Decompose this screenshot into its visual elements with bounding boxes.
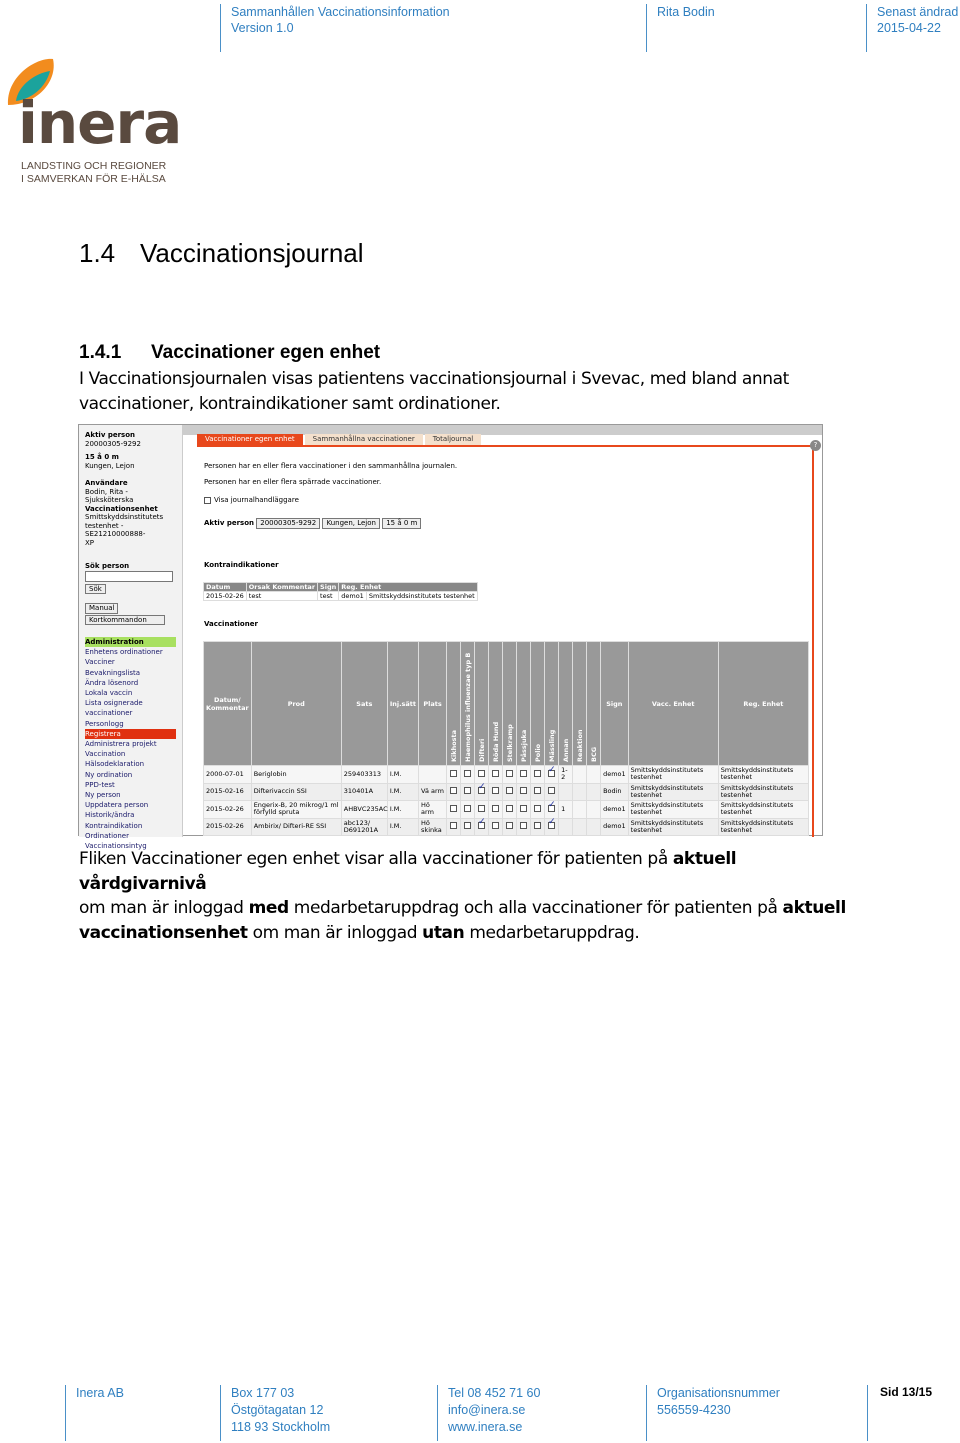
- checkbox[interactable]: [492, 787, 499, 794]
- vacc-cell-date: 2015-02-26: [204, 818, 252, 836]
- vacc-cell-extra: [559, 818, 573, 836]
- vacc-cell-extra: 1-2: [559, 766, 573, 784]
- svevac-tabs: [197, 434, 483, 445]
- sidebar-user-line: Bodin, Rita - Sjuksköterska: [85, 487, 134, 504]
- menu-item[interactable]: Vaccinationsintyg: [85, 842, 147, 851]
- table-row[interactable]: [204, 783, 809, 801]
- vacc-cell-prod: Ambirix/ Difteri-RE SSI: [251, 818, 341, 836]
- sidebar-search-input[interactable]: [85, 571, 173, 582]
- table-row[interactable]: [204, 801, 809, 819]
- footer-tel: Tel 08 452 71 60: [448, 1386, 541, 1400]
- checkbox[interactable]: [534, 787, 541, 794]
- intro-line-2: vaccinationer, kontraindikationer samt ordinationer.: [79, 393, 501, 414]
- sidebar-active-person-label: Aktiv person: [85, 431, 135, 439]
- vacc-checkbox-cell: [489, 783, 503, 801]
- sidebar-user-line: XP: [85, 538, 95, 547]
- checkbox[interactable]: [520, 787, 527, 794]
- tab-sammanhallna[interactable]: Sammanhållna vaccinationer: [305, 434, 423, 445]
- header-changed: [866, 4, 960, 52]
- vacc-cell-vacc_enhet: Smittskyddsinstitutets testenhet: [628, 801, 718, 819]
- vacc-col-header: Inj.sätt: [387, 642, 418, 766]
- tab-egen-enhet[interactable]: Vaccinationer egen enhet: [197, 434, 303, 445]
- table-row[interactable]: [204, 592, 478, 601]
- vacc-cell-plats: Hö arm: [419, 801, 447, 819]
- description-paragraph: [79, 847, 869, 945]
- menu-item[interactable]: Lokala vaccin: [85, 689, 133, 698]
- vacc-checkbox-cell: [517, 801, 531, 819]
- vacc-checkbox-cell: [545, 818, 559, 836]
- vacc-checkbox-cell: [475, 783, 489, 801]
- doc-version: Version 1.0: [231, 21, 294, 35]
- checkbox[interactable]: [534, 770, 541, 777]
- desc-bold: vaccinationsenhet: [79, 922, 248, 943]
- section-heading: [79, 238, 364, 269]
- vacc-cell-vacc_enhet: Smittskyddsinstitutets testenhet: [628, 783, 718, 801]
- checkbox[interactable]: [534, 822, 541, 829]
- changed-label: Senast ändrad: [877, 5, 959, 19]
- vacc-cell-vacc_enhet: Smittskyddsinstitutets testenhet: [628, 818, 718, 836]
- contra-col-header: Sign: [318, 583, 339, 592]
- sidebar-user-line: testenhet - SE21210000888-: [85, 521, 146, 538]
- checkbox[interactable]: [450, 770, 457, 777]
- vacc-checkbox-cell: [517, 818, 531, 836]
- vacc-checkbox-cell: [489, 801, 503, 819]
- vacc-checkbox-cell: [447, 801, 461, 819]
- vacc-empty-cell: [573, 801, 587, 819]
- intro-line-1: I Vaccinationsjournalen visas patientens vaccinationsjournal i Svevac, med bland annat: [79, 369, 789, 389]
- vacc-checkbox-cell: [461, 818, 475, 836]
- vacc-cell-plats: Hö skinka: [419, 818, 447, 836]
- sidebar-user-line: Smittskyddsinstitutets: [85, 513, 164, 521]
- contra-cell: 2015-02-26: [204, 592, 247, 601]
- checkbox[interactable]: [492, 822, 499, 829]
- manual-button[interactable]: Manual: [85, 603, 118, 614]
- vacc-checkbox-cell: [503, 783, 517, 801]
- menu-item[interactable]: Bevakningslista: [85, 668, 141, 677]
- vacc-cell-reg_enhet: Smittskyddsinstitutets testenhet: [718, 766, 808, 784]
- checkbox[interactable]: [506, 805, 513, 812]
- sidebar-user-line: Vaccinationsenhet: [85, 504, 158, 513]
- menu-item[interactable]: Vacciner: [85, 658, 115, 667]
- author-name: Rita Bodin: [657, 5, 715, 19]
- footer-org-number: 556559-4230: [657, 1403, 731, 1417]
- vacc-checkbox-cell: [447, 783, 461, 801]
- checkbox[interactable]: [548, 787, 555, 794]
- vacc-checkbox-cell: [545, 801, 559, 819]
- vacc-cell-vacc_enhet: Smittskyddsinstitutets testenhet: [628, 766, 718, 784]
- sidebar-menu: [85, 637, 176, 851]
- vacc-empty-cell: [587, 766, 601, 784]
- vacc-cell-sats: AHBVC235AC: [341, 801, 387, 819]
- desc-text: Fliken Vaccinationer egen enhet visar alla vaccinationer för patienten på: [79, 849, 673, 869]
- footer-address: [220, 1385, 432, 1441]
- checkbox[interactable]: [520, 770, 527, 777]
- vacc-cell-extra: [559, 783, 573, 801]
- vacc-checkbox-cell: [531, 766, 545, 784]
- desc-bold: med: [248, 898, 289, 918]
- contra-cell: test: [246, 592, 317, 601]
- vacc-disease-header: Påssjuka: [517, 642, 531, 766]
- active-person-row: [204, 518, 421, 529]
- table-row[interactable]: [204, 766, 809, 784]
- checkbox[interactable]: [492, 770, 499, 777]
- vacc-cell-sign: demo1: [601, 766, 629, 784]
- section-title: Vaccinationsjournal: [140, 238, 364, 268]
- vacc-disease-header: Difteri: [475, 642, 489, 766]
- vacc-title: Vaccinationer: [204, 620, 258, 628]
- vacc-cell-date: 2015-02-26: [204, 801, 252, 819]
- active-person-label: Aktiv person: [204, 519, 254, 527]
- inera-logo: [6, 57, 181, 187]
- shortcuts-button[interactable]: Kortkommandon: [85, 615, 165, 626]
- footer-street: Östgötagatan 12: [231, 1403, 324, 1417]
- menu-item[interactable]: PPD-test: [85, 780, 115, 789]
- menu-item[interactable]: Ny ordination: [85, 770, 133, 779]
- vacc-checkbox-cell: [461, 766, 475, 784]
- menu-item[interactable]: Lista osignerade: [85, 699, 143, 708]
- footer-org: [646, 1385, 861, 1441]
- vacc-checkbox-cell: [503, 801, 517, 819]
- content-border: [812, 445, 814, 837]
- message-line: Personen har en eller flera spärrade vaccinationer.: [204, 478, 382, 486]
- vacc-cell-prod: Engerix-B, 20 mikrog/1 ml förfylld spruta: [251, 801, 341, 819]
- contra-col-header: Reg. Enhet: [339, 583, 478, 592]
- desc-text: medarbetaruppdrag och alla vaccinationer för patienten på: [288, 898, 783, 918]
- sidebar-search-button[interactable]: Sök: [85, 584, 106, 595]
- vaccination-table: [203, 641, 809, 836]
- tab-underline: [197, 445, 813, 447]
- vacc-checkbox-cell: [461, 783, 475, 801]
- menu-item[interactable]: Administrera projekt: [85, 740, 157, 749]
- vacc-col-header: Datum/ Kommentar: [204, 642, 252, 766]
- svevac-screenshot: [78, 424, 823, 851]
- contra-cell: demo1: [339, 592, 367, 601]
- vacc-cell-inj: I.M.: [387, 783, 418, 801]
- checkbox[interactable]: [464, 805, 471, 812]
- vacc-col-header: Vacc. Enhet: [628, 642, 718, 766]
- vacc-checkbox-cell: [489, 766, 503, 784]
- vacc-cell-prod: Difterivaccin SSI: [251, 783, 341, 801]
- menu-item-registrera[interactable]: Registrera: [85, 729, 176, 739]
- page-number: Sid 13/15: [867, 1385, 932, 1441]
- vacc-col-header: Prod: [251, 642, 341, 766]
- vacc-cell-date: 2000-07-01: [204, 766, 252, 784]
- desc-bold: aktuell: [782, 898, 846, 918]
- sidebar-person-name: Kungen, Lejon: [85, 461, 135, 470]
- checkbox[interactable]: [506, 770, 513, 777]
- logo-tagline-2: I SAMVERKAN FÖR E-HÄLSA: [21, 173, 166, 185]
- vacc-disease-header: Kikhosta: [447, 642, 461, 766]
- checkbox[interactable]: [450, 787, 457, 794]
- vacc-checkbox-cell: [447, 818, 461, 836]
- vacc-cell-sats: 259403313: [341, 766, 387, 784]
- vacc-checkbox-cell: [447, 766, 461, 784]
- header-doc-info: [220, 4, 640, 52]
- checked-checkbox[interactable]: [478, 787, 485, 794]
- doc-title: Sammanhållen Vaccinationsinformation: [231, 5, 450, 19]
- footer-web[interactable]: www.inera.se: [448, 1420, 523, 1434]
- vacc-col-header: Sign: [601, 642, 629, 766]
- show-handlers-label: Visa journalhandläggare: [214, 496, 299, 504]
- subsection-title: Vaccinationer egen enhet: [151, 342, 381, 363]
- vacc-disease-header: Polio: [531, 642, 545, 766]
- logo-tagline-1: LANDSTING OCH REGIONER: [21, 160, 167, 172]
- menu-item[interactable]: Ny person: [85, 791, 121, 800]
- vacc-cell-reg_enhet: Smittskyddsinstitutets testenhet: [718, 818, 808, 836]
- vacc-empty-cell: [587, 818, 601, 836]
- section-number: 1.4: [79, 238, 116, 268]
- active-person-age: 15 å 0 m: [382, 518, 421, 529]
- vacc-disease-header: Annan: [559, 642, 573, 766]
- vaccination-rows: [204, 766, 809, 836]
- menu-item[interactable]: Historik/ändra: [85, 811, 135, 820]
- contra-col-header: Orsak Kommentar: [246, 583, 317, 592]
- show-handlers-checkbox[interactable]: [204, 497, 211, 504]
- desc-text: om man är inloggad: [79, 898, 249, 918]
- desc-text: medarbetaruppdrag.: [464, 922, 640, 943]
- checkbox[interactable]: [464, 822, 471, 829]
- checkbox[interactable]: [506, 822, 513, 829]
- checked-checkbox[interactable]: [548, 822, 555, 829]
- vacc-empty-cell: [573, 766, 587, 784]
- vacc-checkbox-cell: [475, 766, 489, 784]
- vacc-checkbox-cell: [531, 783, 545, 801]
- vacc-empty-cell: [573, 783, 587, 801]
- menu-item[interactable]: Personlogg: [85, 719, 124, 728]
- vacc-cell-plats: [419, 766, 447, 784]
- menu-item[interactable]: Vaccination: [85, 750, 126, 759]
- active-person-name: Kungen, Lejon: [322, 518, 380, 529]
- svevac-sidebar: [79, 425, 183, 851]
- header-author: [646, 4, 856, 52]
- checkbox[interactable]: [450, 822, 457, 829]
- vacc-disease-header: BCG: [587, 642, 601, 766]
- vacc-cell-date: 2015-02-16: [204, 783, 252, 801]
- vacc-checkbox-cell: [475, 801, 489, 819]
- vacc-checkbox-cell: [503, 766, 517, 784]
- sidebar-search-label: Sök person: [85, 562, 130, 570]
- vacc-cell-sats: abc123/ D691201A: [341, 818, 387, 836]
- vacc-checkbox-cell: [531, 818, 545, 836]
- menu-item[interactable]: Ändra lösenord: [85, 678, 139, 687]
- vacc-cell-sign: demo1: [601, 818, 629, 836]
- menu-item[interactable]: Ordinationer: [85, 831, 129, 840]
- intro-paragraph: [79, 367, 879, 416]
- menu-item[interactable]: Kontraindikation: [85, 821, 143, 830]
- sidebar-user-label: Användare: [85, 479, 128, 487]
- vacc-cell-sign: Bodin: [601, 783, 629, 801]
- vacc-cell-inj: I.M.: [387, 801, 418, 819]
- desc-text: om man är inloggad: [247, 922, 423, 943]
- vacc-cell-reg_enhet: Smittskyddsinstitutets testenhet: [718, 801, 808, 819]
- vacc-empty-cell: [587, 801, 601, 819]
- checkbox[interactable]: [534, 805, 541, 812]
- checked-checkbox[interactable]: [548, 770, 555, 777]
- checkbox[interactable]: [478, 805, 485, 812]
- vacc-cell-inj: I.M.: [387, 766, 418, 784]
- vacc-checkbox-cell: [545, 766, 559, 784]
- vacc-disease-header: Haemophilus influenzae typ B: [461, 642, 475, 766]
- vacc-col-header: Plats: [419, 642, 447, 766]
- vacc-disease-header: Mässling: [545, 642, 559, 766]
- subsection-number: 1.4.1: [79, 342, 122, 363]
- footer-email[interactable]: info@inera.se: [448, 1403, 526, 1417]
- sidebar-person-id: 20000305-9292: [85, 439, 141, 448]
- vacc-checkbox-cell: [461, 801, 475, 819]
- contra-cell: Smittskyddsinstitutets testenhet: [366, 592, 477, 601]
- footer-org-label: Organisationsnummer: [657, 1386, 780, 1400]
- contra-cell: test: [318, 592, 339, 601]
- vacc-checkbox-cell: [517, 783, 531, 801]
- contra-title: Kontraindikationer: [204, 561, 279, 569]
- vacc-checkbox-cell: [475, 818, 489, 836]
- checkbox[interactable]: [464, 787, 471, 794]
- checkbox[interactable]: [464, 770, 471, 777]
- menu-item[interactable]: Hälsodeklaration: [85, 760, 145, 769]
- vacc-checkbox-cell: [489, 818, 503, 836]
- checked-checkbox[interactable]: [478, 822, 485, 829]
- vacc-col-header: Sats: [341, 642, 387, 766]
- checkbox[interactable]: [506, 787, 513, 794]
- vacc-cell-plats: Vä arm: [419, 783, 447, 801]
- tab-totaljournal[interactable]: Totaljournal: [425, 434, 481, 445]
- vacc-empty-cell: [573, 818, 587, 836]
- vacc-cell-sign: demo1: [601, 801, 629, 819]
- footer-company-name: Inera AB: [76, 1386, 124, 1400]
- desc-bold: aktuell vårdgivarnivå: [79, 849, 737, 894]
- help-icon[interactable]: ?: [810, 440, 821, 451]
- footer-city: 118 93 Stockholm: [231, 1420, 331, 1434]
- checked-checkbox[interactable]: [548, 805, 555, 812]
- checkbox[interactable]: [520, 822, 527, 829]
- vacc-cell-sats: 310401A: [341, 783, 387, 801]
- vacc-checkbox-cell: [531, 801, 545, 819]
- sidebar-age: 15 å 0 m: [85, 453, 119, 461]
- footer-company: [65, 1385, 215, 1441]
- active-person-id: 20000305-9292: [256, 518, 320, 529]
- footer-contact: [437, 1385, 642, 1441]
- menu-item[interactable]: Enhetens ordinationer: [85, 648, 163, 657]
- message-line: Personen har en eller flera vaccinationer i den sammanhållna journalen.: [204, 462, 458, 470]
- vacc-checkbox-cell: [517, 766, 531, 784]
- footer-box: Box 177 03: [231, 1386, 295, 1400]
- vacc-cell-prod: Beriglobin: [251, 766, 341, 784]
- vacc-disease-header: Reaktion: [573, 642, 587, 766]
- vacc-cell-inj: I.M.: [387, 818, 418, 836]
- menu-item[interactable]: Uppdatera person: [85, 801, 149, 810]
- contra-col-header: Datum: [204, 583, 247, 592]
- checkbox[interactable]: [478, 770, 485, 777]
- vacc-disease-header: Stelkramp: [503, 642, 517, 766]
- menu-item[interactable]: vaccinationer: [85, 709, 133, 718]
- menu-item-administration[interactable]: Administration: [85, 637, 176, 647]
- checkbox[interactable]: [450, 805, 457, 812]
- checkbox[interactable]: [492, 805, 499, 812]
- contra-table: [203, 582, 478, 601]
- vacc-checkbox-cell: [503, 818, 517, 836]
- vacc-checkbox-cell: [545, 783, 559, 801]
- checkbox[interactable]: [520, 805, 527, 812]
- vacc-disease-header: Röda Hund: [489, 642, 503, 766]
- changed-date: 2015-04-22: [877, 21, 941, 35]
- vacc-cell-extra: 1: [559, 801, 573, 819]
- desc-bold: utan: [422, 922, 465, 943]
- vacc-empty-cell: [587, 783, 601, 801]
- subsection-heading: [79, 342, 380, 364]
- logo-wordmark: inera: [18, 89, 182, 157]
- vacc-cell-reg_enhet: Smittskyddsinstitutets testenhet: [718, 783, 808, 801]
- show-handlers-row: [204, 496, 299, 505]
- table-row[interactable]: [204, 818, 809, 836]
- vacc-col-header: Reg. Enhet: [718, 642, 808, 766]
